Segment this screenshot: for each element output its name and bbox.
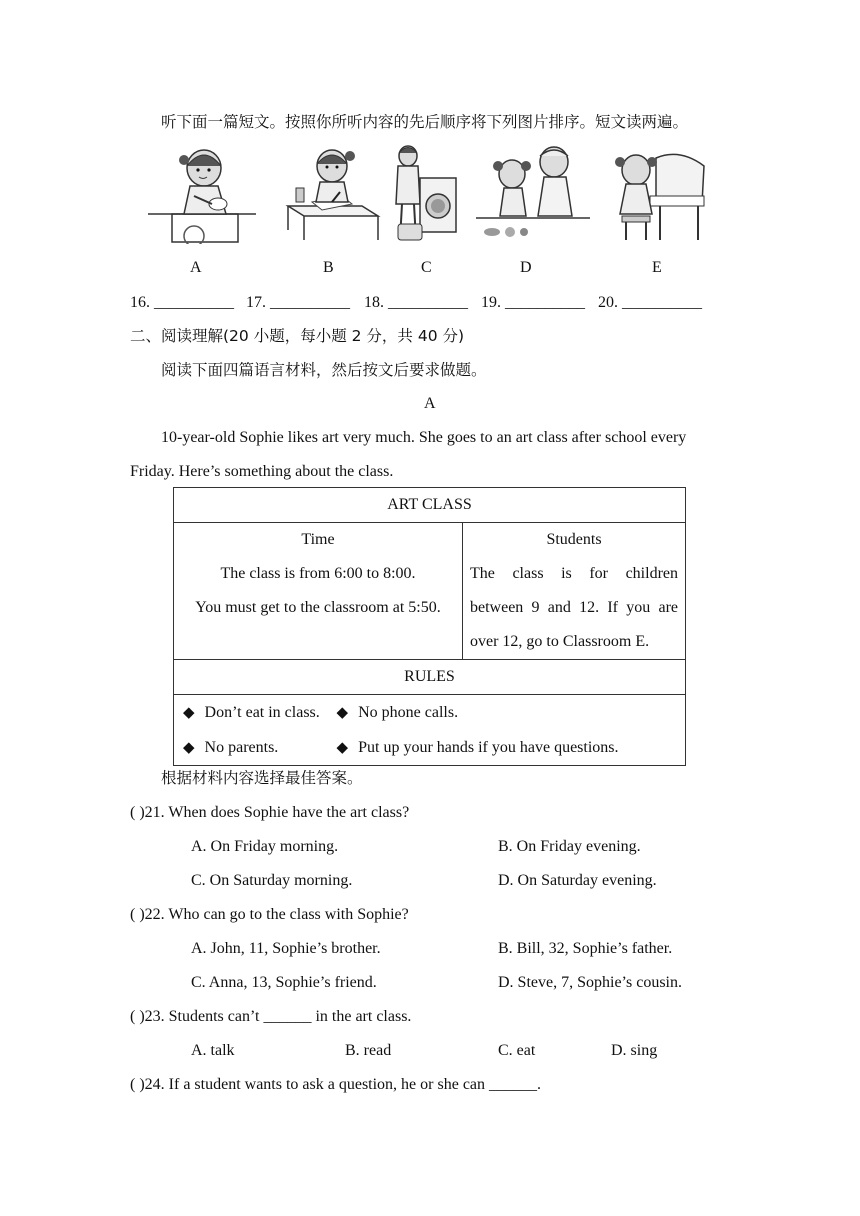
option-23-a[interactable]: A. talk: [191, 1042, 235, 1059]
rule-item: Don’t eat in class.: [204, 704, 320, 721]
option-22-b[interactable]: B. Bill, 32, Sophie’s father.: [498, 940, 673, 957]
picture-letter-a: A: [190, 259, 202, 276]
passage-intro-line2: Friday. Here’s something about the class.: [130, 463, 394, 480]
picture-letter-e: E: [652, 259, 662, 276]
option-21-d[interactable]: D. On Saturday evening.: [498, 872, 657, 889]
section-instruction: 阅读下面四篇语言材料，然后按文后要求做题。: [161, 361, 487, 379]
question-23: ( )23. Students can’t ______ in the art class.: [130, 1008, 412, 1025]
option-23-d[interactable]: D. sing: [611, 1042, 658, 1059]
option-23-c[interactable]: C. eat: [498, 1042, 536, 1059]
rule-item: No parents.: [204, 739, 279, 756]
students-text: The class is for children between 9 and 12. If you are over 12, go to Classroom E.: [470, 565, 678, 650]
answer-blank-16[interactable]: 16. __________: [130, 294, 234, 311]
time-line-2: You must get to the classroom at 5:50.: [195, 599, 441, 616]
rule-item: No phone calls.: [358, 704, 459, 721]
time-header: Time: [301, 531, 335, 548]
rules-header: RULES: [174, 660, 686, 695]
picture-letter-d: D: [520, 259, 532, 276]
picture-b: [282, 144, 382, 244]
passage-intro-line1: 10-year-old Sophie likes art very much. She goes to an art class after school every: [161, 429, 687, 446]
option-23-b[interactable]: B. read: [345, 1042, 392, 1059]
question-22: ( )22. Who can go to the class with Sophie?: [130, 906, 409, 923]
question-24: ( )24. If a student wants to ask a question, he or she can ______.: [130, 1076, 542, 1093]
girl-writing-at-desk-icon: [282, 144, 382, 244]
picture-a: [146, 144, 258, 244]
art-class-table: [173, 487, 686, 766]
bullet-diamond-icon: ◆: [336, 703, 349, 721]
girl-washing-dishes-icon: [146, 144, 258, 244]
answer-blank-18[interactable]: 18. __________: [364, 294, 468, 311]
rules-cell: [174, 695, 686, 766]
picture-letter-c: C: [421, 259, 432, 276]
boy-at-washing-machine-icon: [390, 144, 460, 244]
picture-c: [390, 144, 460, 244]
picture-e: [610, 144, 708, 244]
rule-item: Put up your hands if you have questions.: [358, 739, 619, 756]
picture-letter-b: B: [323, 259, 334, 276]
answer-blank-19[interactable]: 19. __________: [481, 294, 585, 311]
questions-instruction: 根据材料内容选择最佳答案。: [161, 769, 363, 787]
girls-cooking-icon: [474, 144, 592, 244]
bullet-diamond-icon: ◆: [183, 703, 195, 721]
listening-instruction: 听下面一篇短文。按照你所听内容的先后顺序将下列图片排序。短文读两遍。: [161, 113, 689, 131]
passage-letter: A: [424, 395, 436, 412]
girl-playing-piano-icon: [610, 144, 708, 244]
students-header: Students: [546, 531, 602, 548]
table-title: ART CLASS: [174, 488, 686, 523]
option-21-b[interactable]: B. On Friday evening.: [498, 838, 641, 855]
answer-blank-20[interactable]: 20. __________: [598, 294, 702, 311]
time-cell: [174, 523, 463, 660]
option-21-c[interactable]: C. On Saturday morning.: [191, 872, 353, 889]
option-22-a[interactable]: A. John, 11, Sophie’s brother.: [191, 940, 381, 957]
answer-blank-17[interactable]: 17. __________: [246, 294, 350, 311]
option-22-c[interactable]: C. Anna, 13, Sophie’s friend.: [191, 974, 377, 991]
bullet-diamond-icon: ◆: [336, 738, 349, 756]
option-21-a[interactable]: A. On Friday morning.: [191, 838, 339, 855]
question-21: ( )21. When does Sophie have the art class?: [130, 804, 410, 821]
section-heading: 二、阅读理解(20 小题，每小题 2 分，共 40 分): [130, 327, 465, 345]
bullet-diamond-icon: ◆: [183, 738, 195, 756]
option-22-d[interactable]: D. Steve, 7, Sophie’s cousin.: [498, 974, 682, 991]
time-line-1: The class is from 6:00 to 8:00.: [220, 565, 416, 582]
picture-d: [474, 144, 592, 244]
students-cell: [463, 523, 686, 660]
